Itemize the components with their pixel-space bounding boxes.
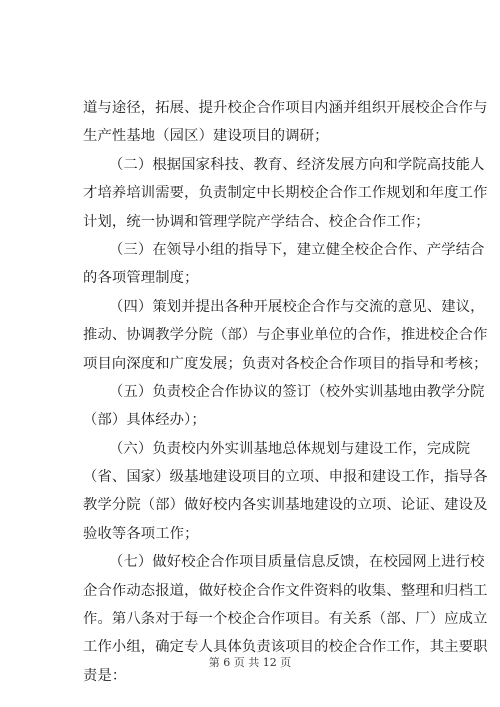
- text-line: 生产性基地（园区）建设项目的调研；: [83, 128, 329, 145]
- text-line: 责是：: [83, 667, 127, 684]
- paragraph-start-line: （三）在领导小组的指导下，建立健全校企合作、产学结合: [109, 241, 485, 258]
- paragraph-start-line: （二）根据国家科技、教育、经济发展方向和学院高技能人: [109, 156, 485, 173]
- text-line: 道与途径，拓展、提升校企合作项目内涵并组织开展校企合作与: [83, 100, 488, 116]
- text-line: 验收等各项工作；: [83, 525, 199, 542]
- paragraph-start-line: （七）做好校企合作项目质量信息反馈，在校园网上进行校: [109, 554, 485, 571]
- text-line: 作。第八条对于每一个校企合作项目。有关系（部、厂）应成立: [83, 611, 488, 628]
- text-line: 教学分院（部）做好校内各实训基地建设的立项、论证、建设及: [83, 497, 488, 514]
- text-line: 的各项管理制度；: [83, 270, 199, 287]
- paragraph-start-line: （四）策划并提出各种开展校企合作与交流的意见、建议，: [109, 298, 485, 315]
- page-number-footer: 第 6 页 共 12 页: [208, 656, 292, 669]
- text-line: 企合作动态报道，做好校企合作文件资料的收集、整理和归档工: [83, 582, 488, 599]
- paragraph-start-line: （六）负责校内外实训基地总体规划与建设工作，完成院: [109, 440, 471, 457]
- text-line: 项目向深度和广度发展；负责对各校企合作项目的指导和考核；: [83, 355, 488, 372]
- text-line: 工作小组，确定专人具体负责该项目的校企合作工作，其主要职: [83, 639, 488, 656]
- text-line: （部）具体经办）；: [83, 412, 206, 429]
- body-text: [83, 94, 488, 690]
- text-line: 才培养培训需要，负责制定中长期校企合作工作规划和年度工作: [83, 185, 488, 202]
- paragraph-start-line: （五）负责校企合作协议的签订（校外实训基地由教学分院: [109, 383, 485, 400]
- text-line: （省、国家）级基地建设项目的立项、申报和建设工作，指导各: [83, 469, 488, 486]
- text-line: 推动、协调教学分院（部）与企事业单位的合作，推进校企合作: [83, 327, 488, 344]
- text-line: 计划，统一协调和管理学院产学结合、校企合作工作；: [83, 213, 430, 230]
